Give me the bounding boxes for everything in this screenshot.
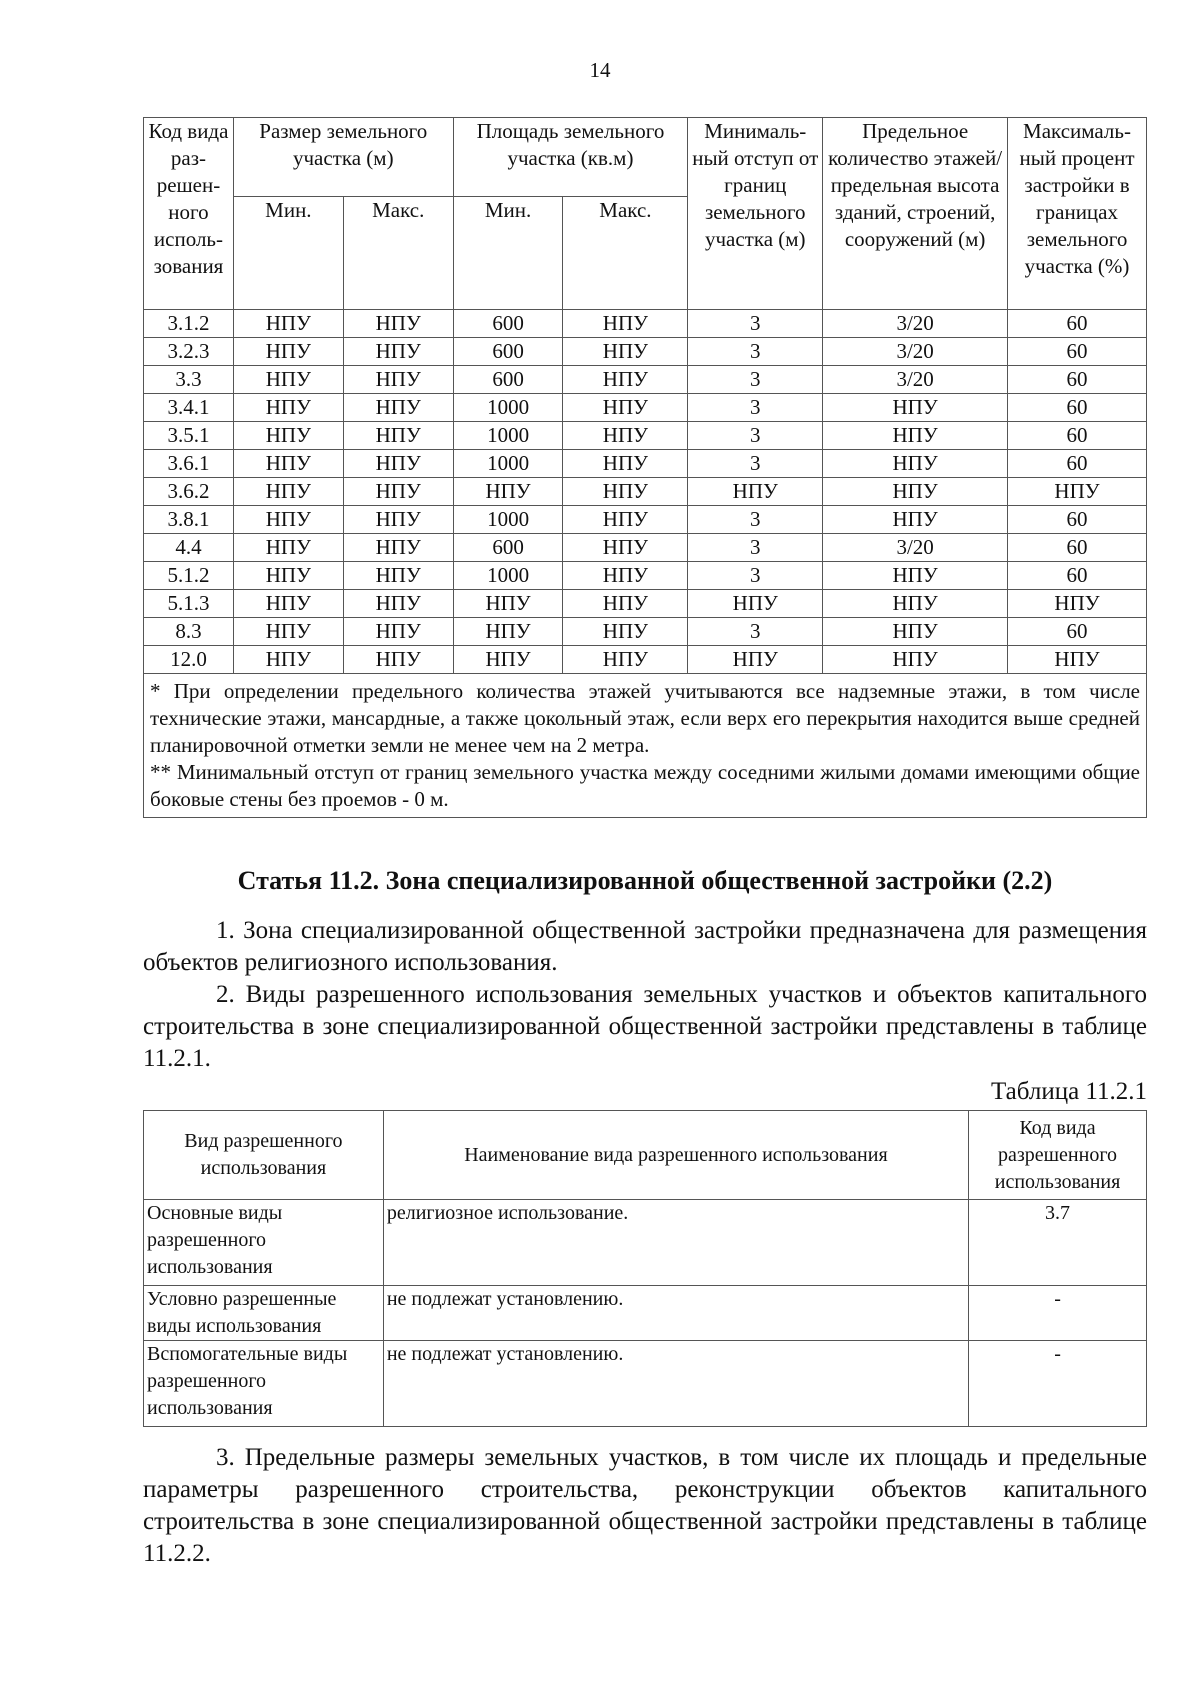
cell-size-min: НПУ — [233, 646, 343, 674]
cell-area-min: 1000 — [453, 450, 563, 478]
cell-size-min: НПУ — [233, 534, 343, 562]
use-name: религиозное использование. — [383, 1200, 968, 1286]
cell-offset: 3 — [688, 338, 823, 366]
cell-percent: 60 — [1008, 338, 1147, 366]
cell-floors: НПУ — [823, 450, 1008, 478]
cell-area-max: НПУ — [563, 394, 688, 422]
cell-percent: 60 — [1008, 310, 1147, 338]
cell-offset: 3 — [688, 534, 823, 562]
cell-size-max: НПУ — [343, 478, 453, 506]
cell-area-max: НПУ — [563, 646, 688, 674]
cell-area-min: НПУ — [453, 618, 563, 646]
cell-size-max: НПУ — [343, 646, 453, 674]
cell-area-min: НПУ — [453, 646, 563, 674]
table-row — [144, 1286, 1147, 1341]
header-area-max: Макс. — [563, 197, 688, 310]
cell-area-max: НПУ — [563, 422, 688, 450]
cell-floors: 3/20 — [823, 534, 1008, 562]
cell-offset: 3 — [688, 562, 823, 590]
cell-percent: 60 — [1008, 506, 1147, 534]
cell-size-max: НПУ — [343, 534, 453, 562]
cell-floors: НПУ — [823, 422, 1008, 450]
use-code: - — [969, 1286, 1147, 1341]
cell-percent: 60 — [1008, 618, 1147, 646]
uses-table — [143, 1110, 1147, 1427]
table-row — [144, 310, 1147, 338]
table-row — [144, 478, 1147, 506]
note-floors: * При определении предельного количества этажей учитываются все надземные этажи, в том числе технические этажи, мансардные, а также цокольный этаж, если верх его перекрытия находится выше средней планировочной отметки земли не менее чем на 2 метра. — [150, 679, 1140, 757]
cell-size-max: НПУ — [343, 562, 453, 590]
cell-offset: 3 — [688, 310, 823, 338]
cell-offset: 3 — [688, 422, 823, 450]
cell-area-min: НПУ — [453, 478, 563, 506]
cell-percent: 60 — [1008, 422, 1147, 450]
article-title: Статья 11.2. Зона специализированной общественной застройки (2.2) — [237, 866, 1053, 895]
uses-header-type: Вид разрешенного использования — [144, 1111, 384, 1200]
header-area-min: Мин. — [453, 197, 563, 310]
cell-size-min: НПУ — [233, 618, 343, 646]
cell-code: 4.4 — [144, 534, 234, 562]
cell-code: 12.0 — [144, 646, 234, 674]
cell-percent: НПУ — [1008, 646, 1147, 674]
cell-floors: НПУ — [823, 478, 1008, 506]
note-offset: ** Минимальный отступ от границ земельного участка между соседними жилыми домами имеющими общие боковые стены без проемов - 0 м. — [150, 760, 1140, 811]
cell-size-min: НПУ — [233, 450, 343, 478]
cell-size-max: НПУ — [343, 366, 453, 394]
cell-area-max: НПУ — [563, 338, 688, 366]
paragraph-3: 3. Предельные размеры земельных участков, в том числе их площадь и предельные параметры разрешенного строительства, реконструкции объектов капитального строительства в зоне специализированной общественной застройки представлены в таблице 11.2.2. — [143, 1444, 1147, 1567]
paragraph-2: 2. Виды разрешенного использования земельных участков и объектов капитального строительства в зоне специализированной общественной застройки представлены в таблице 11.2.1. — [143, 981, 1147, 1072]
table-row — [144, 534, 1147, 562]
header-size-max: Макс. — [343, 197, 453, 310]
cell-floors: НПУ — [823, 590, 1008, 618]
table-row — [144, 394, 1147, 422]
cell-size-max: НПУ — [343, 618, 453, 646]
uses-header-name: Наименование вида разрешенного использования — [383, 1111, 968, 1200]
uses-header-code: Код вида разрешенного использования — [969, 1111, 1147, 1200]
cell-size-max: НПУ — [343, 310, 453, 338]
cell-offset: НПУ — [688, 478, 823, 506]
table-row — [144, 450, 1147, 478]
header-size-min: Мин. — [233, 197, 343, 310]
cell-size-min: НПУ — [233, 366, 343, 394]
cell-code: 5.1.3 — [144, 590, 234, 618]
cell-offset: 3 — [688, 366, 823, 394]
use-name: не подлежат установлению. — [383, 1341, 968, 1427]
cell-size-max: НПУ — [343, 338, 453, 366]
use-code: 3.7 — [969, 1200, 1147, 1286]
header-size: Размер земельного участка (м) — [233, 118, 453, 197]
table-row — [144, 562, 1147, 590]
cell-code: 8.3 — [144, 618, 234, 646]
cell-code: 3.6.1 — [144, 450, 234, 478]
cell-area-max: НПУ — [563, 590, 688, 618]
cell-size-max: НПУ — [343, 590, 453, 618]
cell-size-max: НПУ — [343, 422, 453, 450]
cell-size-min: НПУ — [233, 422, 343, 450]
table-row — [144, 590, 1147, 618]
header-code: Код вида раз-решен-ного исполь-зования — [144, 118, 234, 310]
cell-size-min: НПУ — [233, 478, 343, 506]
cell-floors: 3/20 — [823, 366, 1008, 394]
cell-size-min: НПУ — [233, 394, 343, 422]
cell-area-max: НПУ — [563, 478, 688, 506]
cell-area-min: 1000 — [453, 422, 563, 450]
cell-area-min: 600 — [453, 338, 563, 366]
cell-area-max: НПУ — [563, 506, 688, 534]
cell-size-max: НПУ — [343, 394, 453, 422]
cell-floors: 3/20 — [823, 310, 1008, 338]
cell-percent: 60 — [1008, 450, 1147, 478]
cell-floors: НПУ — [823, 394, 1008, 422]
cell-area-max: НПУ — [563, 562, 688, 590]
cell-percent: НПУ — [1008, 478, 1147, 506]
cell-size-max: НПУ — [343, 506, 453, 534]
table-row — [144, 646, 1147, 674]
cell-code: 3.6.2 — [144, 478, 234, 506]
cell-offset: 3 — [688, 618, 823, 646]
page-number: 14 — [589, 58, 611, 82]
cell-size-min: НПУ — [233, 506, 343, 534]
cell-area-max: НПУ — [563, 450, 688, 478]
table-row — [144, 1341, 1147, 1427]
table-notes — [144, 674, 1147, 818]
table-row — [144, 422, 1147, 450]
cell-floors: НПУ — [823, 646, 1008, 674]
cell-floors: НПУ — [823, 506, 1008, 534]
header-floors: Предельное количество этажей/ предельная высота зданий, строений, сооружений (м) — [823, 118, 1008, 310]
parameters-table-body — [144, 310, 1147, 674]
use-code: - — [969, 1341, 1147, 1427]
cell-area-min: НПУ — [453, 590, 563, 618]
header-offset: Минималь-ный отступ от границ земельного участка (м) — [688, 118, 823, 310]
cell-offset: 3 — [688, 450, 823, 478]
table-row — [144, 506, 1147, 534]
table-row — [144, 366, 1147, 394]
cell-floors: 3/20 — [823, 338, 1008, 366]
table-row — [144, 338, 1147, 366]
cell-code: 3.2.3 — [144, 338, 234, 366]
cell-size-min: НПУ — [233, 338, 343, 366]
cell-area-max: НПУ — [563, 534, 688, 562]
cell-code: 3.5.1 — [144, 422, 234, 450]
cell-percent: 60 — [1008, 366, 1147, 394]
table-row — [144, 618, 1147, 646]
cell-percent: 60 — [1008, 562, 1147, 590]
cell-size-min: НПУ — [233, 562, 343, 590]
cell-size-min: НПУ — [233, 590, 343, 618]
cell-area-min: 1000 — [453, 394, 563, 422]
header-percent: Максималь-ный процент застройки в границах земельного участка (%) — [1008, 118, 1147, 310]
cell-area-min: 1000 — [453, 562, 563, 590]
cell-code: 3.1.2 — [144, 310, 234, 338]
cell-area-max: НПУ — [563, 618, 688, 646]
parameters-table — [143, 117, 1147, 818]
cell-code: 3.8.1 — [144, 506, 234, 534]
cell-code: 3.4.1 — [144, 394, 234, 422]
cell-offset: 3 — [688, 506, 823, 534]
cell-floors: НПУ — [823, 618, 1008, 646]
cell-size-min: НПУ — [233, 310, 343, 338]
cell-area-min: 600 — [453, 534, 563, 562]
use-type: Условно разрешенные виды использования — [144, 1286, 384, 1341]
table-row — [144, 1200, 1147, 1286]
cell-offset: 3 — [688, 394, 823, 422]
cell-area-max: НПУ — [563, 310, 688, 338]
cell-percent: 60 — [1008, 394, 1147, 422]
cell-offset: НПУ — [688, 646, 823, 674]
use-type: Основные виды разрешенного использования — [144, 1200, 384, 1286]
paragraph-1: 1. Зона специализированной общественной застройки предназначена для размещения объектов религиозного использования. — [143, 917, 1147, 976]
cell-percent: 60 — [1008, 534, 1147, 562]
cell-area-min: 600 — [453, 366, 563, 394]
cell-percent: НПУ — [1008, 590, 1147, 618]
cell-offset: НПУ — [688, 590, 823, 618]
cell-code: 5.1.2 — [144, 562, 234, 590]
header-area: Площадь земельного участка (кв.м) — [453, 118, 688, 197]
use-type: Вспомогательные виды разрешенного использования — [144, 1341, 384, 1427]
cell-code: 3.3 — [144, 366, 234, 394]
cell-floors: НПУ — [823, 562, 1008, 590]
cell-area-min: 600 — [453, 310, 563, 338]
cell-area-max: НПУ — [563, 366, 688, 394]
use-name: не подлежат установлению. — [383, 1286, 968, 1341]
table-caption: Таблица 11.2.1 — [991, 1078, 1147, 1105]
cell-size-max: НПУ — [343, 450, 453, 478]
cell-area-min: 1000 — [453, 506, 563, 534]
